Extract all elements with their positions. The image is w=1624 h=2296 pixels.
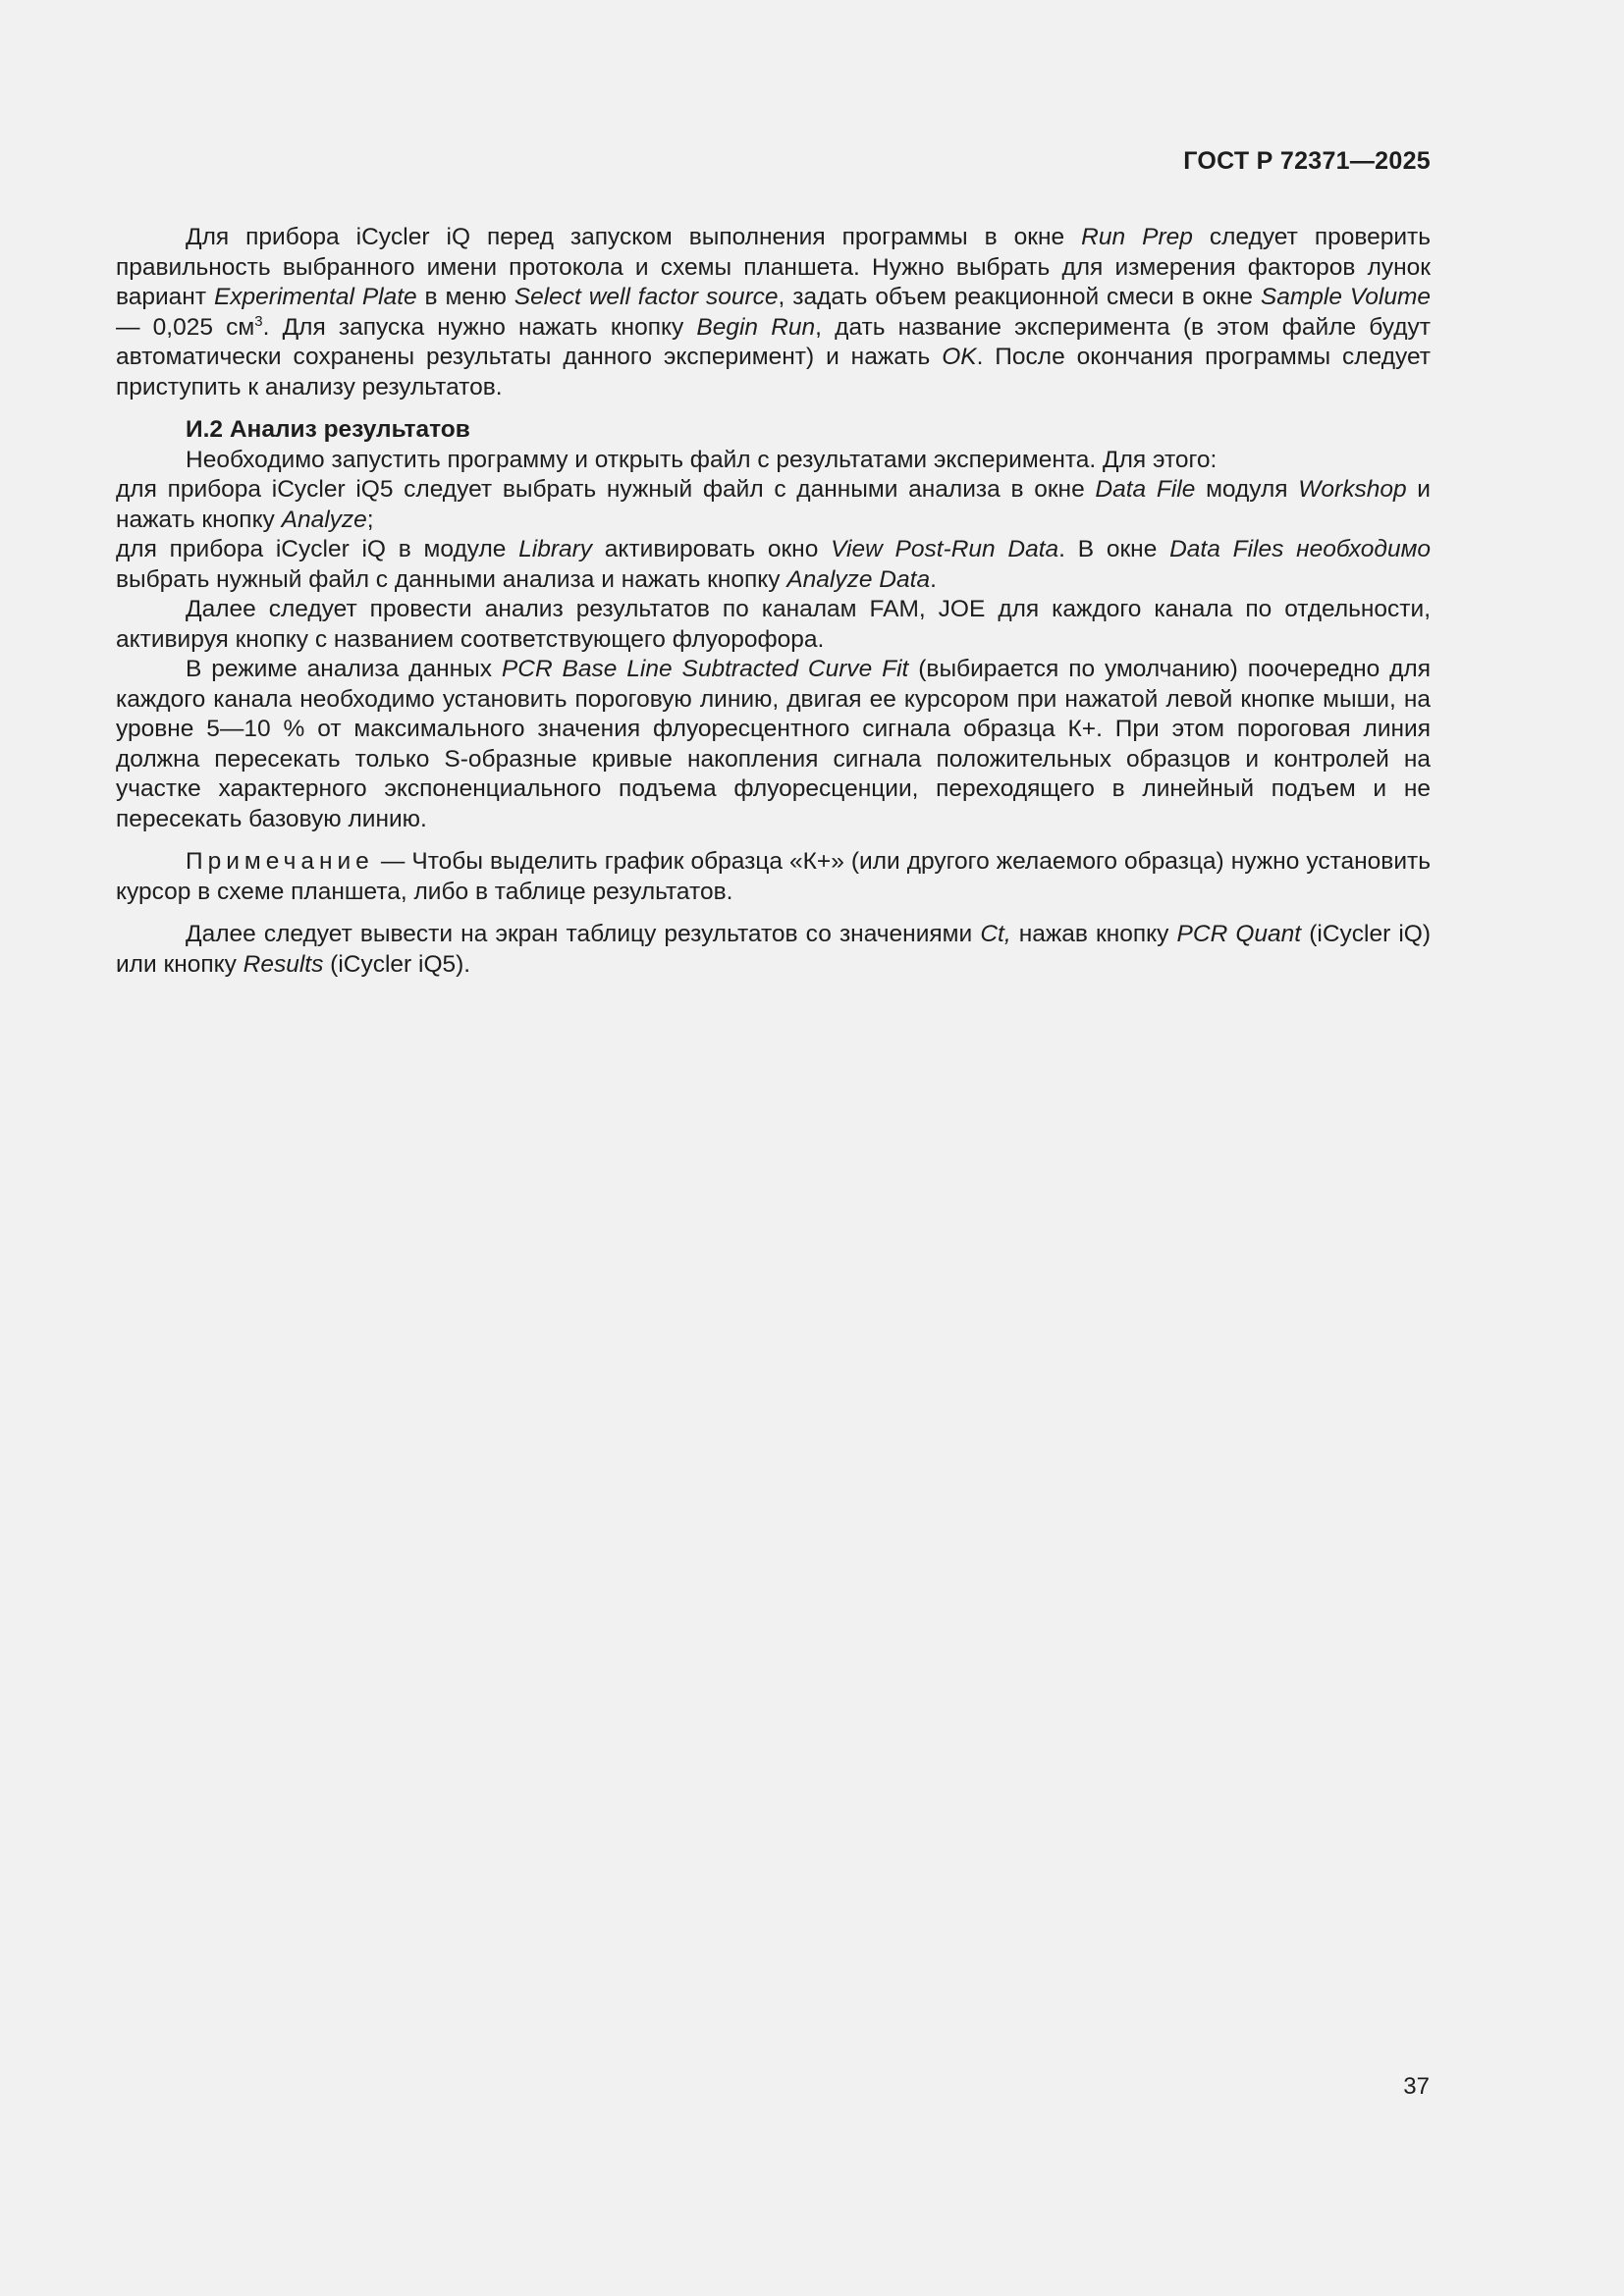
note-paragraph [116, 847, 1431, 907]
paragraph-results-table: Далее следует вывести на экран таблицу результатов со значениями Ct, нажав кнопку PCR Quant (iCycler iQ) или кнопку Results (iCycler iQ5). [116, 921, 1432, 978]
term-data-file: Data File [1095, 476, 1196, 503]
term-experimental-plate: Experimental Plate [213, 284, 417, 310]
term-begin-run: Begin Run [696, 313, 816, 341]
document-id-header: ГОСТ Р 72371—2025 [1183, 147, 1431, 175]
term-pcr-quant: PCR Quant [1176, 921, 1302, 947]
term-pcr-base-line: PCR Base Line Subtracted Curve Fit [501, 656, 909, 682]
term-results: Results [243, 950, 324, 978]
term-view-post-run-data: View Post-Run Data [831, 536, 1059, 562]
term-workshop: Workshop [1298, 476, 1407, 503]
paragraph-open-file: Необходимо запустить программу и открыть файл с результатами эксперимента. Для этого: [186, 446, 1218, 473]
page-number: 37 [1403, 2073, 1430, 2100]
superscript-3: 3 [254, 312, 263, 330]
term-run-prep: Run Prep [1081, 224, 1193, 250]
paragraph-threshold: В режиме анализа данных PCR Base Line Subtracted Curve Fit (выбирается по умолчанию) поочередно для каждого канала необходимо установить пороговую линию, двигая ее курсором при нажатой левой кнопке мыши, на уровне 5—10 % от максимального значения флуоресцентного сигнала образца К+. При этом пороговая линия должна пересекать только S-образные кривые накопления сигнала положительных образцов и контролей на участке характерного экспоненциального подъема флуоресценции, переходящего в линейный подъем и не пересекать базовую линию. [116, 656, 1431, 832]
term-library: Library [518, 536, 593, 562]
term-analyze-data: Analyze Data [786, 565, 931, 593]
term-data-files: Data Files необходимо [1169, 536, 1431, 562]
note-label: Примечание [186, 848, 374, 875]
term-select-well-factor-source: Select well factor source [514, 284, 779, 310]
term-sample-volume: Sample Volume [1260, 284, 1431, 310]
paragraph-iq5: для прибора iCycler iQ5 следует выбрать нужный файл с данными анализа в окне Data File модуля Workshop и нажать кнопку Analyze; [116, 476, 1431, 533]
note-text: — Чтобы выделить график образца «К+» (или другого желаемого образца) нужно установить курсор в схеме планшета, либо в таблице результатов. [116, 848, 1431, 905]
paragraph-channels: Далее следует провести анализ результатов по каналам FAM, JOE для каждого канала по отдельности, активируя кнопку с названием соответствующего флуорофора. [116, 596, 1431, 653]
paragraph-iq: для прибора iCycler iQ в модуле Library активировать окно View Post-Run Data. В окне Data Files необходимо выбрать нужный файл с данными анализа и нажать кнопку Analyze Data. [116, 536, 1431, 593]
section-heading: И.2 Анализ результатов [186, 416, 470, 443]
document-body [116, 223, 1431, 980]
term-ct: Ct, [980, 921, 1011, 947]
paragraph-run-prep: Для прибора iCycler iQ перед запуском выполнения программы в окне Run Prep следует проверить правильность выбранного имени протокола и схемы планшета. Нужно выбрать для измерения факторов лунок вариант Experimental Plate в меню Select well factor source, задать объем реакционной смеси в окне Sample Volume — 0,025 $см^3$. Для запуска нужно нажать кнопку Begin Run, дать название эксперимента (в этом файле будут автоматически сохранены результаты данного эксперимент) и нажать OK. После окончания программы следует приступить к анализу результатов. [116, 224, 1431, 400]
term-ok: OK [942, 344, 977, 370]
term-analyze: Analyze [281, 506, 367, 533]
